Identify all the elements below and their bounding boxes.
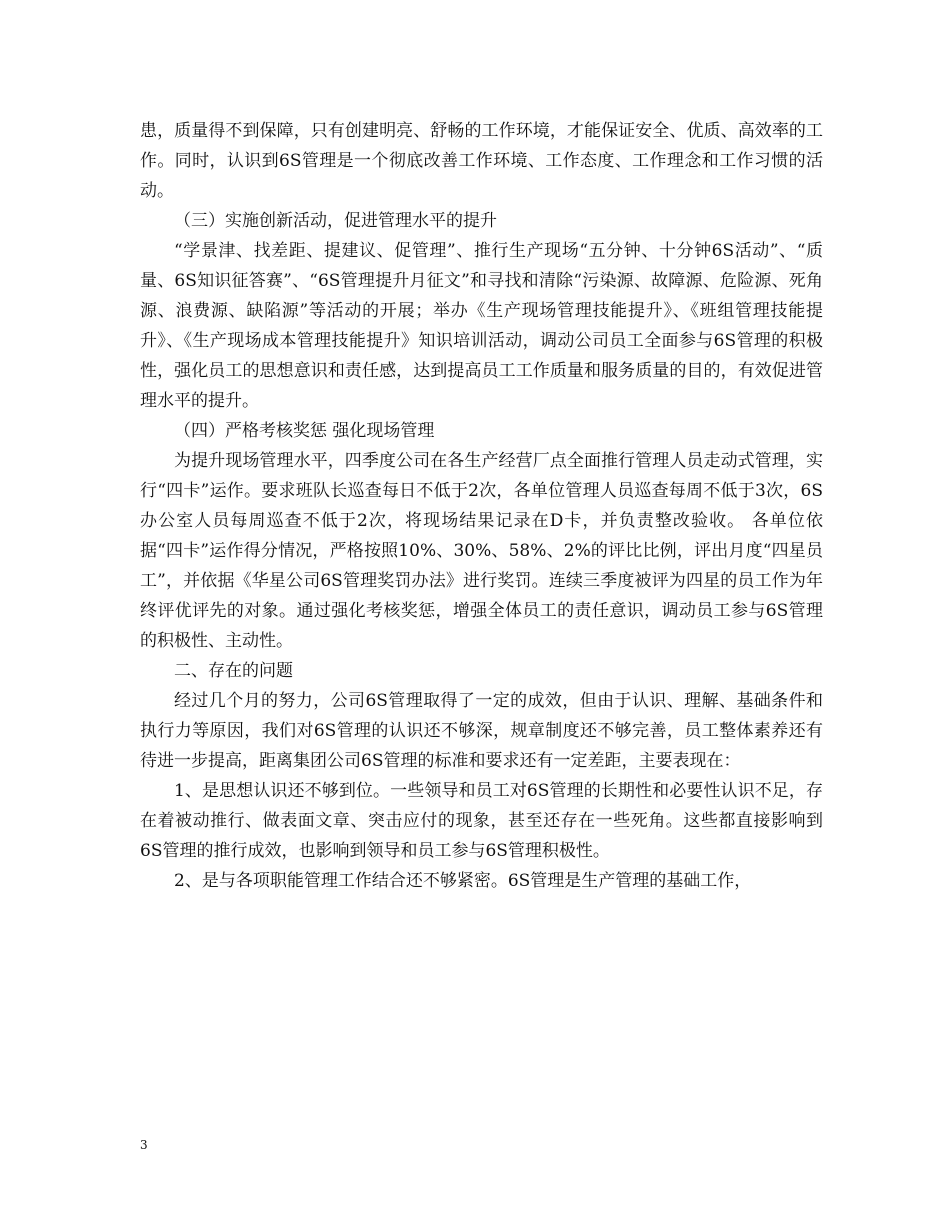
- document-body: [140, 116, 823, 896]
- section-heading-3: （三）实施创新活动，促进管理水平的提升: [174, 211, 497, 231]
- section-heading-problems: 二、存在的问题: [174, 661, 293, 681]
- paragraph-assessment: 为提升现场管理水平，四季度公司在各生产经营厂点全面推行管理人员走动式管理，实行“四卡”运作。要求班队长巡查每日不低于2次，各单位管理人员巡查每周不低于3次，6S办公室人员每周巡查不低于2次，将现场结果记录在D卡，并负责整改验收。 各单位依据“四卡”运作得分情况，严格按照10%、30%、58%、2%的评比比例，评出月度“四星员工”，并依据《华星公司6S管理奖罚办法》进行奖罚。连续三季度被评为四星的员工作为年终评优评先的对象。通过强化考核奖惩，增强全体员工的责任意识，调动员工参与6S管理的积极性、主动性。: [140, 451, 823, 651]
- section-heading-4: （四）严格考核奖惩 强化现场管理: [174, 421, 435, 441]
- paragraph-problem-2: 2、是与各项职能管理工作结合还不够紧密。6S管理是生产管理的基础工作，: [174, 871, 752, 891]
- paragraph-problem-1: 1、是思想认识还不够到位。一些领导和员工对6S管理的长期性和必要性认识不足，存在着被动推行、做表面文章、突击应付的现象，甚至还存在一些死角。这些都直接影响到6S管理的推行成效，也影响到领导和员工参与6S管理积极性。: [140, 781, 823, 861]
- paragraph-problems-intro: 经过几个月的努力，公司6S管理取得了一定的成效，但由于认识、理解、基础条件和执行力等原因，我们对6S管理的认识还不够深，规章制度还不够完善，员工整体素养还有待进一步提高，距离集团公司6S管理的标准和要求还有一定差距，主要表现在：: [140, 691, 823, 771]
- page-number: 3: [140, 1138, 148, 1152]
- paragraph-innovation-activities: “学景津、找差距、提建议、促管理”、推行生产现场“五分钟、十分钟6S活动”、“质量、6S知识征答赛”、“6S管理提升月征文”和寻找和清除“污染源、故障源、危险源、死角源、浪费源、缺陷源”等活动的开展；举办《生产现场管理技能提升》、《班组管理技能提升》、《生产现场成本管理技能提升》知识培训活动，调动公司员工全面参与6S管理的积极性，强化员工的思想意识和责任感，达到提高员工工作质量和服务质量的目的，有效促进管理水平的提升。: [140, 241, 823, 411]
- paragraph-continuation: 患，质量得不到保障，只有创建明亮、舒畅的工作环境，才能保证安全、优质、高效率的工作。同时，认识到6S管理是一个彻底改善工作环境、工作态度、工作理念和工作习惯的活动。: [140, 121, 823, 201]
